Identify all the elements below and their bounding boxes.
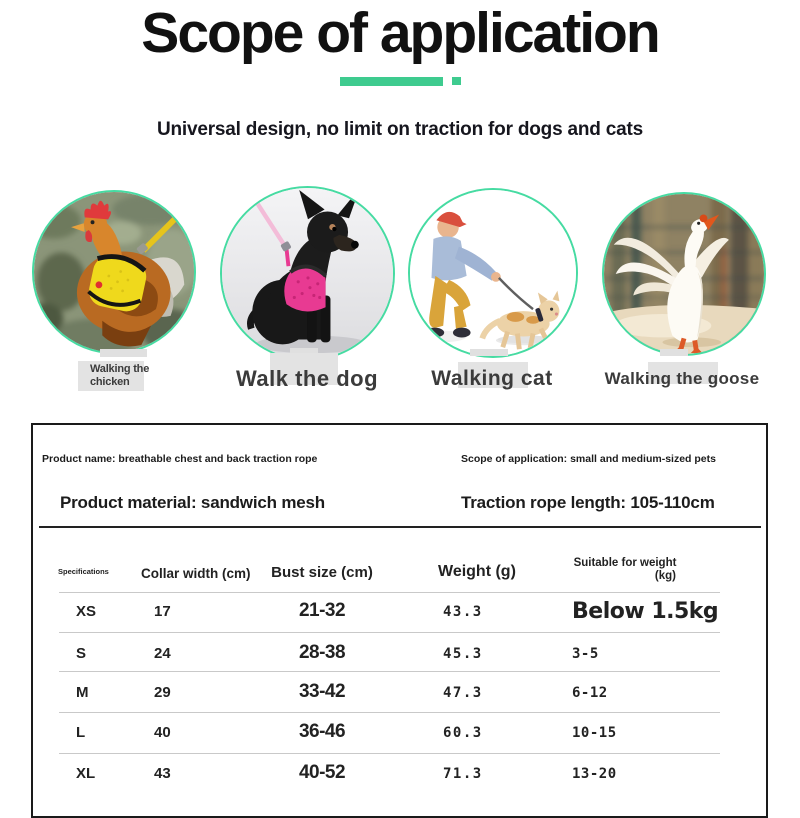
cell-size: S	[76, 645, 87, 662]
page-subtitle: Universal design, no limit on traction for dogs and cats	[156, 119, 644, 140]
cell-size: L	[76, 724, 86, 741]
row-divider	[59, 753, 720, 754]
overlay-artifact	[100, 349, 147, 357]
cell-collar: 29	[154, 684, 171, 701]
cell-collar: 40	[154, 724, 171, 741]
scene-label-goose: Walking the goose	[604, 369, 760, 388]
walk-dog-photo	[220, 186, 395, 361]
cell-bust: 36-46	[298, 721, 346, 742]
cell-weight: 71.3	[443, 766, 483, 782]
dog-illustration	[222, 188, 393, 359]
overlay-artifact	[660, 349, 688, 356]
col-header-collar-width: Collar width (cm)	[141, 566, 251, 581]
scene-label-chicken: Walking the chicken	[90, 363, 150, 388]
cell-suitable: 10-15	[572, 725, 617, 741]
cell-bust: 33-42	[298, 681, 346, 702]
cell-collar: 43	[154, 765, 171, 782]
col-header-bust-size: Bust size (cm)	[271, 564, 373, 581]
col-header-specifications: Specifications	[58, 567, 109, 576]
cell-bust: 28-38	[298, 642, 346, 663]
cell-bust: 40-52	[298, 762, 346, 783]
cell-size: XL	[76, 765, 96, 782]
col-header-suitable-line1: Suitable for weight	[573, 557, 677, 569]
col-header-suitable-line2: (kg)	[654, 570, 676, 582]
cell-weight: 47.3	[443, 685, 483, 701]
scene-label-dog: Walk the dog	[235, 366, 379, 391]
col-header-weight: Weight (g)	[438, 563, 516, 580]
accent-underline	[340, 77, 443, 86]
row-divider	[59, 712, 720, 713]
goose-illustration	[604, 194, 764, 354]
rooster-illustration	[34, 192, 194, 352]
cell-weight: 45.3	[443, 646, 483, 662]
row-divider	[59, 592, 720, 593]
overlay-artifact	[470, 349, 508, 356]
cell-suitable: Below 1.5kg	[572, 599, 719, 624]
cell-collar: 24	[154, 645, 171, 662]
cell-size: XS	[76, 603, 97, 620]
divider-dark	[39, 526, 761, 528]
walking-chicken-photo	[32, 190, 196, 354]
person-walking-cat-illustration	[410, 190, 576, 356]
page-title: Scope of application	[141, 1, 659, 65]
product-name: Product name: breathable chest and back traction rope	[42, 453, 318, 465]
walking-cat-photo	[408, 188, 578, 358]
cell-suitable: 6-12	[572, 685, 608, 701]
walking-goose-photo	[602, 192, 766, 356]
rope-length: Traction rope length: 105-110cm	[461, 493, 715, 512]
cell-collar: 17	[154, 603, 171, 620]
row-divider	[59, 632, 720, 633]
cell-suitable: 13-20	[572, 766, 617, 782]
col-header-suitable-weight	[568, 557, 682, 583]
accent-underline-dot	[452, 77, 461, 85]
row-divider	[59, 671, 720, 672]
cell-suitable: 3-5	[572, 646, 599, 662]
cell-bust: 21-32	[298, 600, 346, 621]
scene-label-cat: Walking cat	[431, 367, 553, 390]
cell-weight: 43.3	[443, 604, 483, 620]
product-scope: Scope of application: small and medium-sized pets	[461, 453, 716, 465]
product-material: Product material: sandwich mesh	[60, 493, 325, 512]
cell-weight: 60.3	[443, 725, 483, 741]
cell-size: M	[76, 684, 89, 701]
